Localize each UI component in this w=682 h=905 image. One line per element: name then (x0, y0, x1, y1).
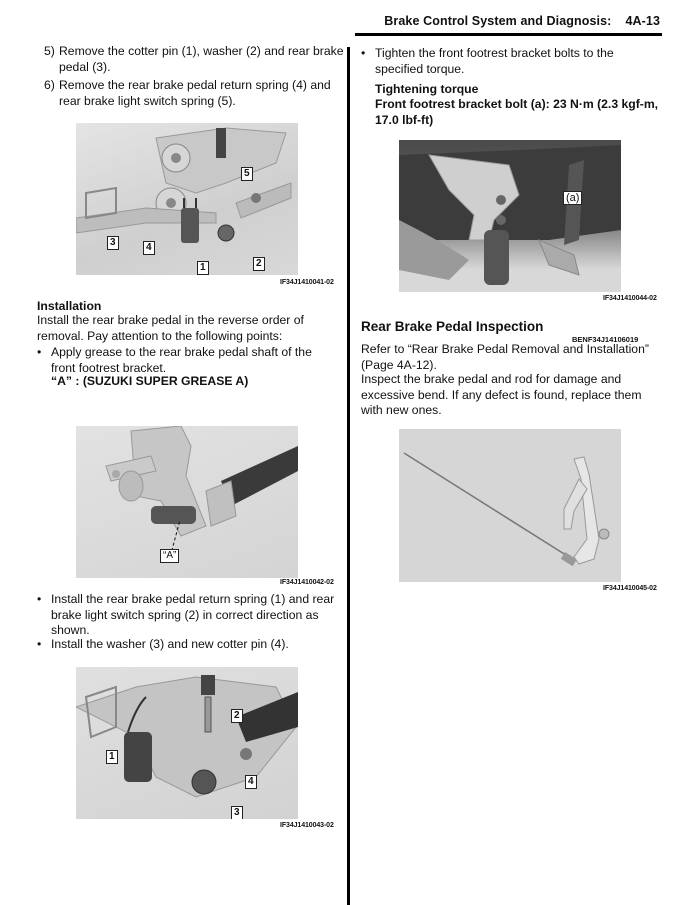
grease-spec: “A” : (SUZUKI SUPER GREASE A) (51, 374, 249, 388)
bullet-text: Install the washer (3) and new cotter pin (4). (51, 637, 289, 651)
callout-1: 1 (106, 750, 118, 764)
header-rule (355, 33, 662, 36)
callout-A: “A” (160, 549, 179, 563)
bullet-text: Apply grease to the rear brake pedal shaft of the front footrest bracket. (51, 345, 312, 375)
grease-shaft-photo (76, 426, 298, 578)
step-5 (44, 44, 344, 75)
step-number: 6) (44, 78, 55, 92)
callout-4: 4 (143, 241, 155, 255)
section-code: BENF34J14106019 (572, 335, 639, 344)
torque-label: Tightening torque (375, 82, 479, 96)
spring-install-photo (76, 667, 298, 819)
bullet-dot: • (37, 345, 42, 359)
section-title: Brake Control System and Diagnosis: (384, 14, 612, 28)
inspection-heading: Rear Brake Pedal Inspection (361, 319, 544, 334)
step-text: Remove the rear brake pedal return spring (4) and rear brake light switch spring (5). (59, 78, 331, 108)
bullet-washer (37, 637, 337, 653)
callout-4: 4 (245, 775, 257, 789)
inspection-ref: Refer to “Rear Brake Pedal Removal and Installation” (Page 4A-12). (361, 342, 649, 372)
callout-5: 5 (241, 167, 253, 181)
callout-3: 3 (231, 806, 243, 819)
figure-id: IF34J1410041-02 (280, 279, 334, 286)
callout-a: (a) (563, 191, 582, 205)
installation-intro: Install the rear brake pedal in the reverse order of removal. Pay attention to the following points: (37, 313, 304, 343)
page-number: 4A-13 (625, 14, 660, 28)
figure-id: IF34J1410042-02 (280, 579, 334, 586)
bullet-grease (37, 345, 337, 376)
figure-spring-install (76, 667, 298, 819)
footrest-bolts-photo (399, 140, 621, 292)
installation-heading: Installation (37, 299, 102, 313)
bullet-text: Install the rear brake pedal return spring (1) and rear brake light switch spring (2) in correct direction as shown. (51, 592, 335, 637)
pedal-rod-photo (399, 429, 621, 582)
callout-3: 3 (107, 236, 119, 250)
step-6 (44, 78, 344, 109)
figure-id: IF34J1410045-02 (603, 585, 657, 592)
callout-2: 2 (231, 709, 243, 723)
figure-id: IF34J1410044-02 (603, 295, 657, 302)
bullet-springs (37, 592, 337, 639)
step-text: Remove the cotter pin (1), washer (2) and rear brake pedal (3). (59, 44, 344, 74)
bullet-text: Tighten the front footrest bracket bolts to the specified torque. (375, 46, 614, 76)
page-header (360, 14, 660, 28)
bullet-dot: • (37, 637, 42, 651)
callout-1: 1 (197, 261, 209, 275)
figure-pedal-rod (399, 429, 621, 582)
inspection-text: Inspect the brake pedal and rod for damage and excessive bend. If any defect is found, replace them with new ones. (361, 372, 642, 417)
figure-id: IF34J1410043-02 (280, 822, 334, 829)
figure-footrest-bolts (399, 140, 621, 292)
step-number: 5) (44, 44, 55, 58)
figure-grease-shaft (76, 426, 298, 578)
figure-pedal-removal (76, 123, 298, 275)
callout-2: 2 (253, 257, 265, 271)
column-divider (347, 47, 350, 905)
torque-spec: Front footrest bracket bolt (a): 23 N·m (2.3 kgf-m, 17.0 lbf-ft) (375, 97, 659, 127)
bullet-dot: • (37, 592, 42, 606)
bullet-tighten (361, 46, 661, 77)
bullet-dot: • (361, 46, 366, 60)
pedal-removal-photo (76, 123, 298, 275)
